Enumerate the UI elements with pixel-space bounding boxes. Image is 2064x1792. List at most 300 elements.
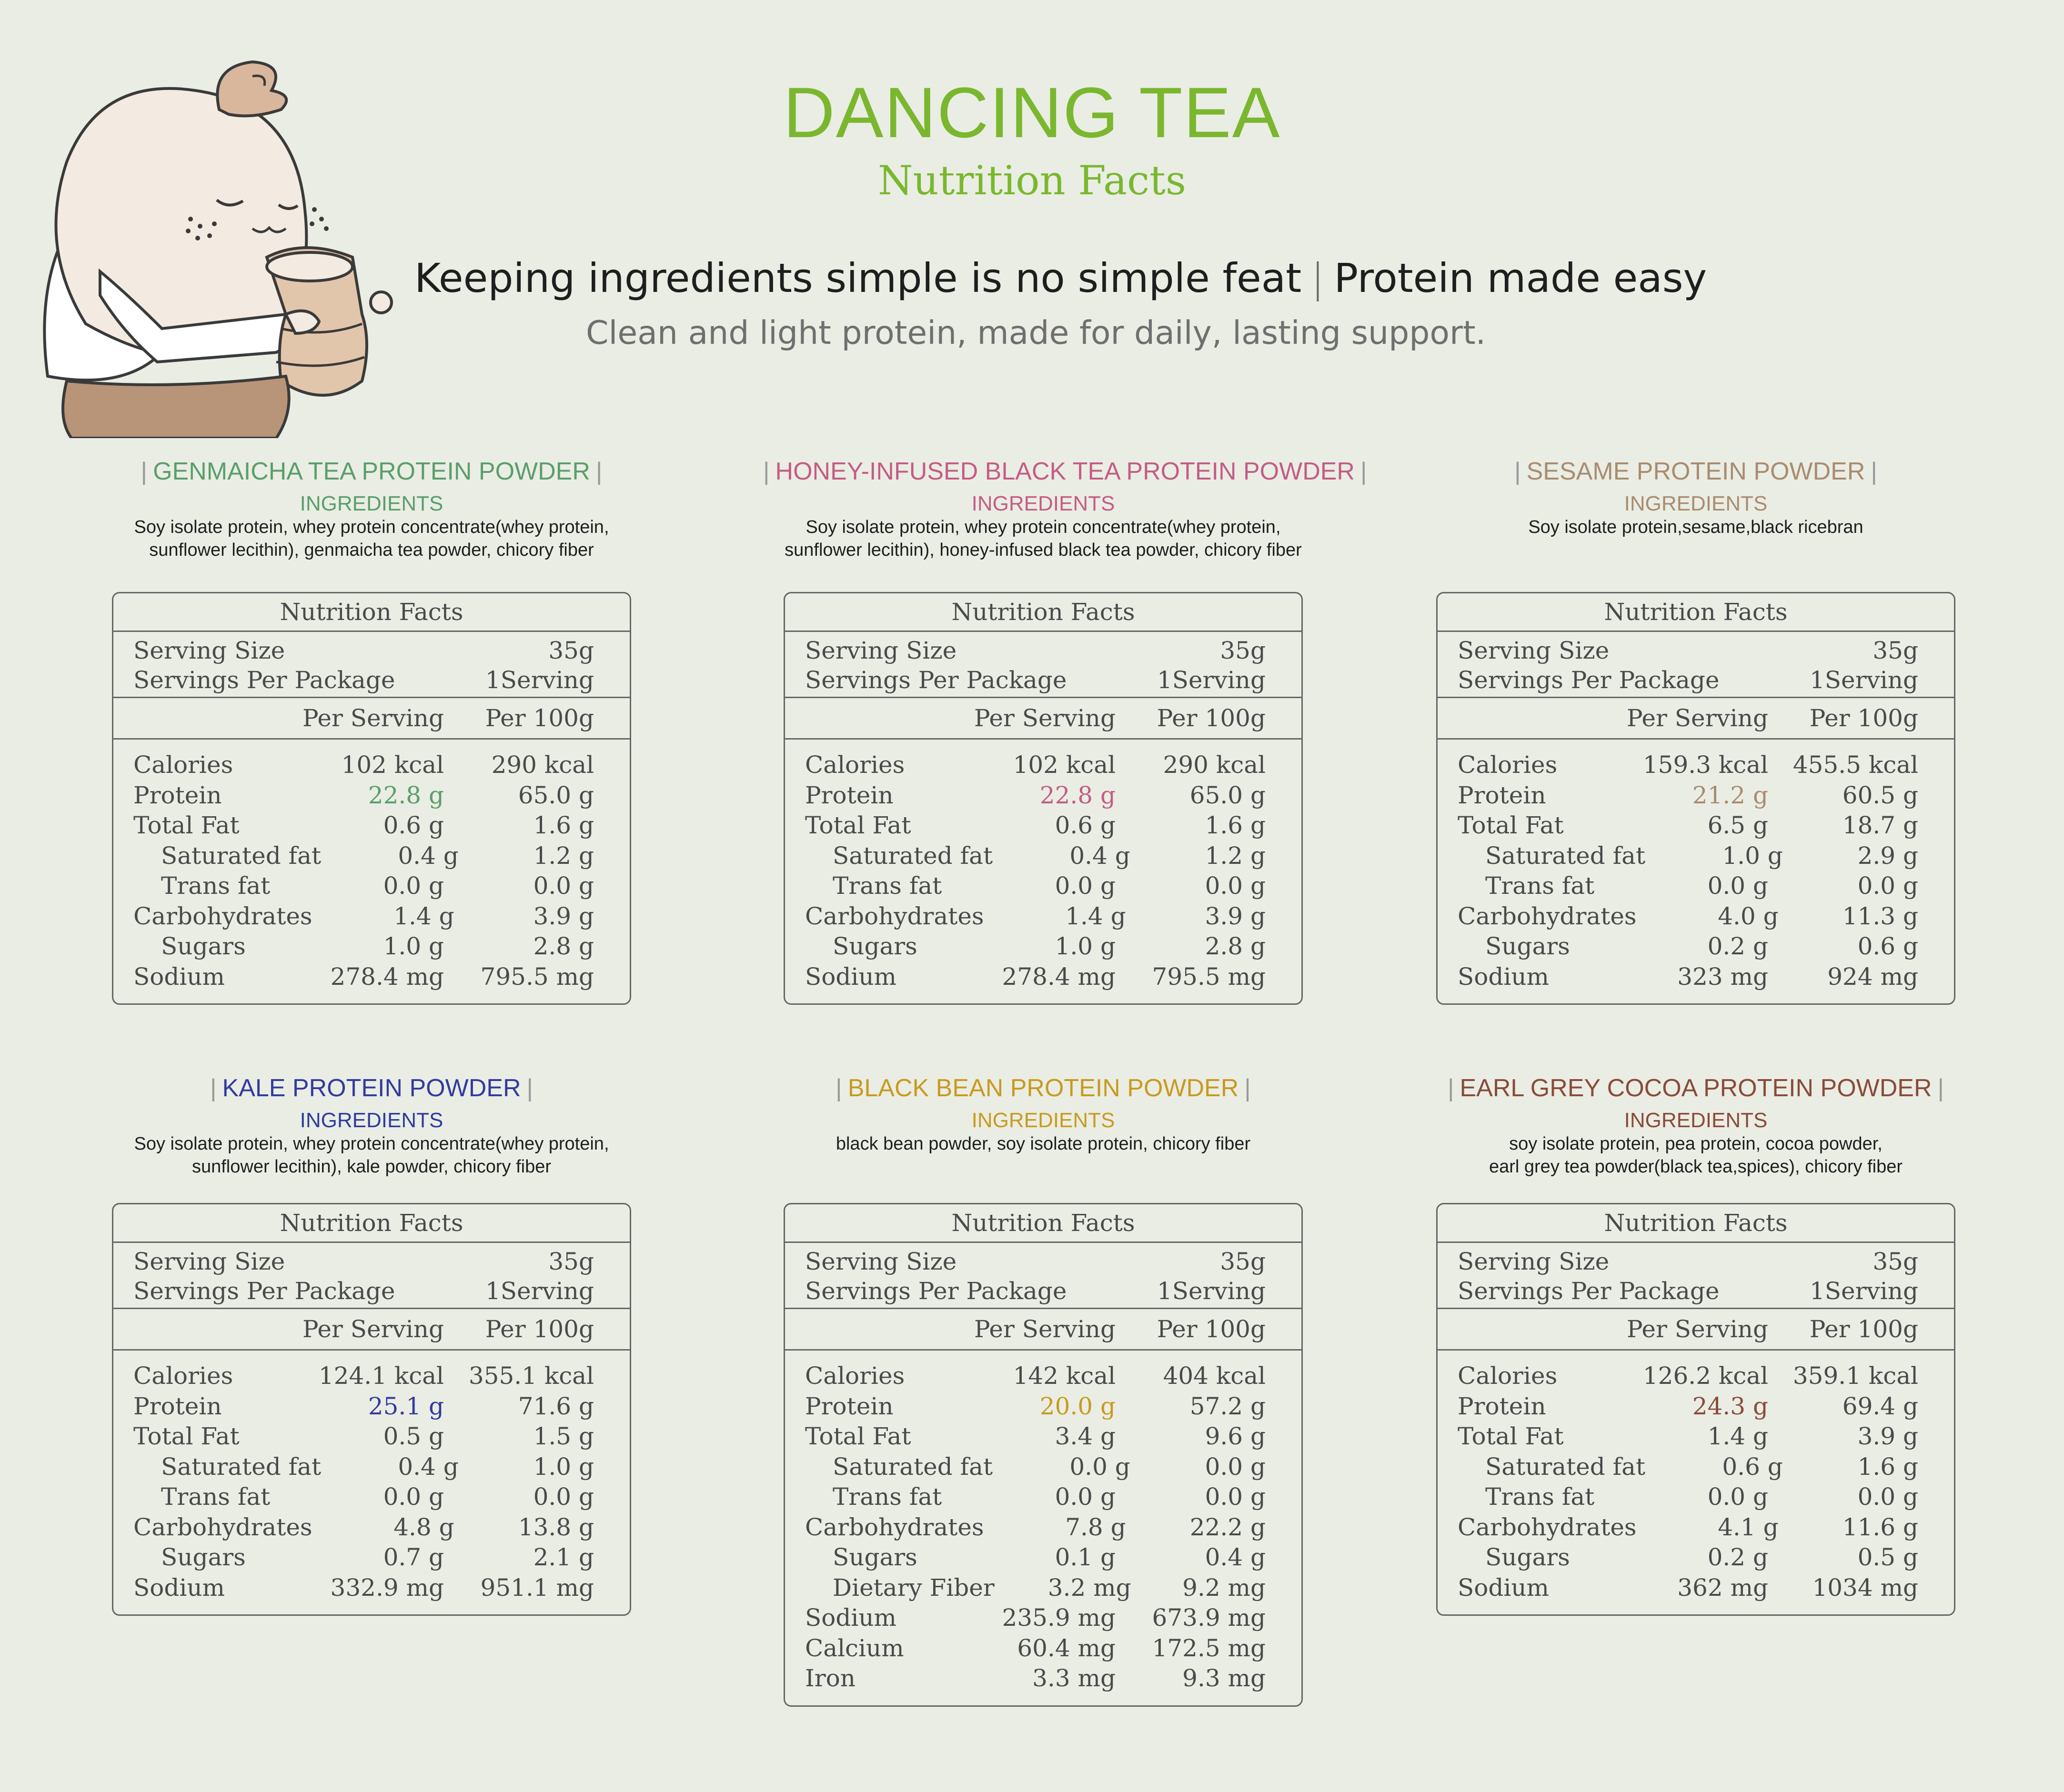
nutrition-facts-heading: Nutrition Facts xyxy=(113,593,630,632)
nutrient-name: Carbohydrates xyxy=(805,1513,984,1541)
per-serving-header: Per Serving xyxy=(1627,1315,1768,1343)
per-serving-value: 4.1 g xyxy=(1718,1513,1779,1541)
serving-info xyxy=(113,1243,630,1309)
serving-size-value: 35g xyxy=(1220,637,1266,664)
nutrient-name: Saturated fat xyxy=(1485,1452,1646,1481)
per-serving-value: 102 kcal xyxy=(341,751,444,779)
serving-size-row xyxy=(133,1247,594,1276)
serving-size-value: 35g xyxy=(548,1248,594,1275)
table-row xyxy=(1458,1422,1918,1452)
per-serving-value: 6.5 g xyxy=(1707,811,1768,839)
per-serving-value: 20.0 g xyxy=(1039,1392,1116,1420)
per-serving-value: 0.0 g xyxy=(1707,1483,1768,1511)
serving-size-row xyxy=(1458,1247,1918,1276)
table-row xyxy=(133,1422,594,1452)
per-100g-value: 9.6 g xyxy=(1205,1422,1266,1450)
per-serving-value: 0.6 g xyxy=(1055,811,1116,839)
nutrient-name: Sodium xyxy=(805,1604,896,1632)
table-row xyxy=(133,750,594,781)
nutrient-name: Protein xyxy=(805,1392,894,1420)
nutrient-name: Saturated fat xyxy=(833,1452,993,1481)
servings-per-package-row xyxy=(133,1276,594,1306)
per-100g-value: 2.8 g xyxy=(1205,932,1266,960)
nutrition-facts-table xyxy=(784,1203,1303,1707)
per-serving-value: 235.9 mg xyxy=(1002,1604,1116,1632)
per-serving-value: 126.2 kcal xyxy=(1642,1362,1768,1390)
per-serving-value: 1.0 g xyxy=(1055,932,1116,960)
serving-size-label: Serving Size xyxy=(805,637,957,664)
per-serving-value: 0.4 g xyxy=(398,1452,459,1481)
table-row xyxy=(1458,1392,1918,1422)
nutrition-facts-table xyxy=(784,592,1303,1005)
per-serving-value: 0.0 g xyxy=(1707,872,1768,900)
serving-size-row xyxy=(805,636,1266,665)
per-serving-value: 362 mg xyxy=(1677,1573,1768,1602)
per-100g-value: 1.6 g xyxy=(533,811,594,839)
table-row xyxy=(805,901,1266,932)
nutrient-rows xyxy=(785,740,1301,1003)
servings-per-package-row xyxy=(1458,1276,1918,1306)
servings-per-package-row xyxy=(133,665,594,695)
per-serving-value: 22.8 g xyxy=(1039,781,1116,809)
per-100g-value: 3.9 g xyxy=(533,902,594,930)
per-serving-value: 0.0 g xyxy=(1055,1483,1116,1511)
nutrient-name: Total Fat xyxy=(133,1422,240,1450)
page-subtitle: Nutrition Facts xyxy=(878,157,1186,204)
servings-per-package-value: 1Serving xyxy=(1809,1277,1918,1305)
per-100g-value: 0.5 g xyxy=(1857,1543,1918,1571)
per-100g-value: 57.2 g xyxy=(1189,1392,1266,1420)
serving-info xyxy=(785,1243,1301,1309)
nutrient-name: Calcium xyxy=(805,1634,904,1662)
per-100g-value: 2.1 g xyxy=(533,1543,594,1571)
table-row xyxy=(133,1542,594,1573)
product-section xyxy=(757,1071,1329,1178)
serving-size-value: 35g xyxy=(1220,1248,1266,1275)
title-bar: | xyxy=(526,1074,534,1102)
tagline-right: Protein made easy xyxy=(1334,255,1707,301)
table-row xyxy=(1458,1573,1918,1603)
table-row xyxy=(133,1512,594,1543)
nutrient-name: Trans fat xyxy=(833,872,942,900)
per-100g-value: 0.4 g xyxy=(1205,1543,1266,1571)
nutrition-facts-heading: Nutrition Facts xyxy=(1438,1204,1954,1243)
nutrient-name: Trans fat xyxy=(1485,872,1595,900)
serving-size-value: 35g xyxy=(1873,1248,1918,1275)
nutrient-name: Dietary Fiber xyxy=(833,1573,995,1602)
nutrition-facts-table xyxy=(1436,592,1955,1005)
per-100g-value: 0.0 g xyxy=(1857,1483,1918,1511)
per-serving-value: 278.4 mg xyxy=(330,962,444,991)
per-100g-value: 65.0 g xyxy=(1189,781,1266,809)
title-bar: | xyxy=(763,458,770,485)
product-title xyxy=(86,455,657,488)
nutrient-rows xyxy=(1438,1351,1954,1614)
per-100g-header: Per 100g xyxy=(485,1315,594,1343)
product-name: SESAME PROTEIN POWDER xyxy=(1526,458,1865,485)
per-serving-value: 0.7 g xyxy=(383,1543,444,1571)
per-100g-value: 71.6 g xyxy=(518,1392,594,1420)
serving-size-value: 35g xyxy=(548,637,594,664)
product-section xyxy=(86,455,657,561)
nutrient-name: Sodium xyxy=(1458,962,1549,991)
per-serving-value: 0.0 g xyxy=(383,1483,444,1511)
per-100g-value: 11.6 g xyxy=(1842,1513,1918,1541)
title-bar: | xyxy=(1514,458,1521,485)
subtagline: Clean and light protein, made for daily, lasting support. xyxy=(586,314,1486,352)
nutrient-name: Total Fat xyxy=(805,811,911,839)
per-100g-value: 18.7 g xyxy=(1842,811,1918,839)
per-100g-value: 69.4 g xyxy=(1842,1392,1918,1420)
product-name: HONEY-INFUSED BLACK TEA PROTEIN POWDER xyxy=(775,458,1355,485)
per-100g-value: 60.5 g xyxy=(1842,781,1918,809)
per-serving-header: Per Serving xyxy=(974,704,1116,732)
per-100g-value: 404 kcal xyxy=(1163,1362,1266,1390)
nutrient-name: Saturated fat xyxy=(1485,841,1646,870)
per-serving-value: 0.0 g xyxy=(383,872,444,900)
per-serving-value: 0.4 g xyxy=(398,841,459,870)
table-row xyxy=(133,781,594,811)
servings-per-package-row xyxy=(805,665,1266,695)
per-100g-value: 0.0 g xyxy=(1857,872,1918,900)
per-serving-value: 4.8 g xyxy=(393,1513,454,1541)
serving-info xyxy=(785,632,1301,698)
table-row xyxy=(805,1482,1266,1512)
nutrient-name: Protein xyxy=(133,1392,222,1420)
table-row xyxy=(805,1361,1266,1392)
per-100g-value: 9.2 mg xyxy=(1182,1573,1266,1602)
column-headers xyxy=(113,698,630,740)
table-row xyxy=(133,1392,594,1422)
ingredients-label: INGREDIENTS xyxy=(971,1109,1115,1132)
per-100g-value: 795.5 mg xyxy=(480,962,594,991)
nutrient-name: Protein xyxy=(133,781,222,809)
title-bar: | xyxy=(836,1074,842,1102)
nutrient-name: Trans fat xyxy=(161,872,271,900)
nutrient-name: Sodium xyxy=(133,962,225,991)
table-row xyxy=(133,931,594,962)
per-serving-value: 21.2 g xyxy=(1692,781,1768,809)
per-serving-value: 7.8 g xyxy=(1065,1513,1126,1541)
nutrient-name: Saturated fat xyxy=(833,841,993,870)
table-row xyxy=(1458,811,1918,841)
table-row xyxy=(1458,1512,1918,1543)
table-row xyxy=(133,811,594,841)
per-serving-value: 3.2 mg xyxy=(1047,1573,1131,1602)
per-100g-value: 795.5 mg xyxy=(1152,962,1266,991)
per-serving-value: 159.3 kcal xyxy=(1642,751,1768,779)
nutrient-name: Saturated fat xyxy=(161,1452,322,1481)
title-bar: | xyxy=(210,1074,217,1102)
ingredients-text: black bean powder, soy isolate protein, chicory fiber xyxy=(836,1134,1251,1154)
per-serving-header: Per Serving xyxy=(302,1315,444,1343)
per-100g-header: Per 100g xyxy=(485,704,594,732)
per-100g-value: 359.1 kcal xyxy=(1792,1362,1918,1390)
per-serving-value: 1.4 g xyxy=(393,902,454,930)
serving-size-label: Serving Size xyxy=(805,1248,957,1275)
servings-per-package-label: Servings Per Package xyxy=(1458,666,1720,694)
tagline-left: Keeping ingredients simple is no simple feat xyxy=(414,255,1302,301)
product-section xyxy=(757,455,1367,561)
nutrient-name: Total Fat xyxy=(1458,811,1564,839)
nutrient-name: Calories xyxy=(805,751,905,779)
column-headers xyxy=(785,1309,1301,1351)
nutrient-name: Iron xyxy=(805,1664,856,1692)
per-100g-value: 1034 mg xyxy=(1812,1573,1918,1602)
title-bar: | xyxy=(1447,1074,1454,1102)
servings-per-package-value: 1Serving xyxy=(485,1277,594,1305)
nutrient-name: Calories xyxy=(805,1362,905,1390)
table-row xyxy=(805,1392,1266,1422)
product-title xyxy=(86,1071,657,1105)
nutrient-name: Protein xyxy=(1458,1392,1546,1420)
nutrient-name: Sodium xyxy=(1458,1573,1549,1602)
nutrient-name: Calories xyxy=(1458,1362,1558,1390)
nutrient-name: Sugars xyxy=(161,1543,246,1571)
nutrient-name: Total Fat xyxy=(805,1422,911,1450)
product-section xyxy=(86,1071,657,1178)
per-100g-value: 2.9 g xyxy=(1857,841,1918,870)
per-100g-value: 673.9 mg xyxy=(1152,1604,1266,1632)
ingredients-text: Soy isolate protein, whey protein concentrate(whey protein, sunflower lecithin), genmaicha tea powder, chicory fiber xyxy=(134,517,609,560)
title-bar: | xyxy=(1360,458,1367,485)
per-100g-value: 951.1 mg xyxy=(480,1573,594,1602)
per-serving-value: 0.5 g xyxy=(383,1422,444,1450)
per-serving-value: 332.9 mg xyxy=(330,1573,444,1602)
per-serving-header: Per Serving xyxy=(1627,704,1768,732)
nutrient-name: Trans fat xyxy=(1485,1483,1595,1511)
servings-per-package-value: 1Serving xyxy=(485,666,594,694)
per-serving-value: 0.2 g xyxy=(1707,1543,1768,1571)
per-100g-value: 65.0 g xyxy=(518,781,594,809)
nutrient-name: Trans fat xyxy=(833,1483,942,1511)
servings-per-package-label: Servings Per Package xyxy=(133,666,395,694)
serving-size-label: Serving Size xyxy=(1458,637,1610,664)
per-serving-value: 3.4 g xyxy=(1055,1422,1116,1450)
per-100g-value: 1.2 g xyxy=(1205,841,1266,870)
servings-per-package-value: 1Serving xyxy=(1157,1277,1266,1305)
per-serving-header: Per Serving xyxy=(974,1315,1116,1343)
per-100g-value: 0.0 g xyxy=(1205,1452,1266,1481)
per-100g-value: 0.6 g xyxy=(1857,932,1918,960)
ingredients-text: Soy isolate protein, whey protein concentrate(whey protein, sunflower lecithin), honey-infused black tea powder, chicory fiber xyxy=(785,517,1302,560)
per-100g-value: 455.5 kcal xyxy=(1792,751,1918,779)
table-row xyxy=(133,1361,594,1392)
ingredients-text: Soy isolate protein,sesame,black ricebran xyxy=(1528,517,1863,537)
servings-per-package-row xyxy=(805,1276,1266,1306)
nutrient-name: Sugars xyxy=(161,932,246,960)
title-bar: | xyxy=(1937,1074,1944,1102)
product-name: EARL GREY COCOA PROTEIN POWDER xyxy=(1460,1074,1932,1102)
nutrient-rows xyxy=(113,1351,630,1614)
ingredients-label: INGREDIENTS xyxy=(300,492,443,515)
product-title xyxy=(757,455,1367,488)
nutrient-name: Carbohydrates xyxy=(133,902,312,930)
per-100g-value: 3.9 g xyxy=(1857,1422,1918,1450)
product-title xyxy=(1410,1071,1982,1105)
table-row xyxy=(805,962,1266,992)
nutrition-facts-table xyxy=(1436,1203,1955,1616)
table-row xyxy=(805,841,1266,871)
servings-per-package-label: Servings Per Package xyxy=(805,1277,1067,1305)
per-100g-value: 22.2 g xyxy=(1189,1513,1266,1541)
table-row xyxy=(805,750,1266,781)
per-100g-value: 0.0 g xyxy=(1205,1483,1266,1511)
table-row xyxy=(805,1542,1266,1573)
title-bar: | xyxy=(1244,1074,1251,1102)
table-row xyxy=(805,781,1266,811)
serving-size-row xyxy=(1458,636,1918,665)
nutrient-name: Calories xyxy=(133,1362,233,1390)
table-row xyxy=(805,931,1266,962)
per-100g-value: 1.2 g xyxy=(533,841,594,870)
serving-size-label: Serving Size xyxy=(133,1248,285,1275)
table-row xyxy=(805,1603,1266,1633)
per-serving-value: 60.4 mg xyxy=(1017,1634,1116,1662)
table-row xyxy=(805,1512,1266,1543)
table-row xyxy=(133,901,594,932)
nutrition-facts-table xyxy=(112,1203,631,1616)
ingredients-text: Soy isolate protein, whey protein concentrate(whey protein, sunflower lecithin), kale powder, chicory fiber xyxy=(134,1134,609,1177)
per-100g-value: 1.0 g xyxy=(533,1452,594,1481)
per-100g-value: 1.6 g xyxy=(1205,811,1266,839)
product-section xyxy=(1410,1071,1982,1178)
serving-size-value: 35g xyxy=(1873,637,1918,664)
per-serving-value: 0.2 g xyxy=(1707,932,1768,960)
nutrient-rows xyxy=(113,740,630,1003)
per-serving-value: 278.4 mg xyxy=(1002,962,1116,991)
serving-size-row xyxy=(133,636,594,665)
per-100g-value: 290 kcal xyxy=(1163,751,1266,779)
column-headers xyxy=(113,1309,630,1351)
table-row xyxy=(1458,1361,1918,1392)
nutrient-name: Sodium xyxy=(133,1573,225,1602)
table-row xyxy=(1458,750,1918,781)
per-serving-value: 1.4 g xyxy=(1707,1422,1768,1450)
per-serving-value: 0.1 g xyxy=(1055,1543,1116,1571)
nutrient-name: Carbohydrates xyxy=(1458,1513,1637,1541)
table-row xyxy=(1458,781,1918,811)
product-name: BLACK BEAN PROTEIN POWDER xyxy=(847,1074,1239,1102)
per-100g-value: 11.3 g xyxy=(1842,902,1918,930)
table-row xyxy=(805,1573,1266,1603)
servings-per-package-label: Servings Per Package xyxy=(1458,1277,1720,1305)
column-headers xyxy=(785,698,1301,740)
column-headers xyxy=(1438,1309,1954,1351)
per-serving-value: 102 kcal xyxy=(1013,751,1116,779)
product-title xyxy=(1410,455,1982,488)
table-row xyxy=(133,1573,594,1603)
nutrient-rows xyxy=(1438,740,1954,1003)
per-100g-value: 290 kcal xyxy=(491,751,594,779)
column-headers xyxy=(1438,698,1954,740)
table-row xyxy=(133,871,594,901)
nutrient-name: Sugars xyxy=(1485,1543,1570,1571)
table-row xyxy=(1458,841,1918,871)
nutrition-facts-table xyxy=(112,592,631,1005)
per-100g-value: 1.5 g xyxy=(533,1422,594,1450)
per-100g-value: 0.0 g xyxy=(533,1483,594,1511)
per-serving-value: 3.3 mg xyxy=(1032,1664,1116,1692)
nutrient-name: Total Fat xyxy=(133,811,240,839)
table-row xyxy=(133,1482,594,1512)
ingredients-label: INGREDIENTS xyxy=(1624,492,1768,515)
servings-per-package-value: 1Serving xyxy=(1809,666,1918,694)
table-row xyxy=(805,1663,1266,1694)
table-row xyxy=(805,1633,1266,1664)
table-row xyxy=(805,1422,1266,1452)
per-100g-header: Per 100g xyxy=(1809,704,1918,732)
servings-per-package-row xyxy=(1458,665,1918,695)
serving-size-row xyxy=(805,1247,1266,1276)
per-serving-value: 142 kcal xyxy=(1013,1362,1116,1390)
per-serving-value: 1.0 g xyxy=(1722,841,1783,870)
nutrient-name: Carbohydrates xyxy=(1458,902,1637,930)
nutrient-name: Sodium xyxy=(805,962,896,991)
table-row xyxy=(1458,871,1918,901)
table-row xyxy=(1458,1452,1918,1482)
per-100g-value: 355.1 kcal xyxy=(468,1362,594,1390)
table-row xyxy=(1458,962,1918,992)
table-row xyxy=(1458,1482,1918,1512)
per-serving-value: 323 mg xyxy=(1677,962,1768,991)
nutrient-name: Calories xyxy=(1458,751,1558,779)
product-title xyxy=(757,1071,1329,1105)
nutrient-name: Sugars xyxy=(1485,932,1570,960)
per-serving-value: 0.6 g xyxy=(383,811,444,839)
nutrient-rows xyxy=(785,1351,1301,1705)
per-serving-value: 4.0 g xyxy=(1718,902,1779,930)
title-bar: | xyxy=(1871,458,1877,485)
serving-info xyxy=(113,632,630,698)
per-100g-value: 2.8 g xyxy=(533,932,594,960)
product-name: KALE PROTEIN POWDER xyxy=(222,1074,521,1102)
per-serving-value: 1.0 g xyxy=(383,932,444,960)
nutrient-name: Carbohydrates xyxy=(133,1513,312,1541)
per-100g-header: Per 100g xyxy=(1157,1315,1266,1343)
table-row xyxy=(133,962,594,992)
nutrient-name: Sugars xyxy=(833,1543,917,1571)
table-row xyxy=(133,1452,594,1482)
per-100g-value: 1.6 g xyxy=(1857,1452,1918,1481)
table-row xyxy=(1458,931,1918,962)
nutrient-name: Trans fat xyxy=(161,1483,271,1511)
ingredients-label: INGREDIENTS xyxy=(971,492,1115,515)
per-100g-value: 924 mg xyxy=(1827,962,1918,991)
ingredients-label: INGREDIENTS xyxy=(1624,1109,1768,1132)
per-100g-value: 3.9 g xyxy=(1205,902,1266,930)
tagline-separator: | xyxy=(1311,255,1325,301)
nutrient-name: Carbohydrates xyxy=(805,902,984,930)
brand-title: DANCING TEA xyxy=(783,72,1281,152)
per-serving-value: 24.3 g xyxy=(1692,1392,1768,1420)
per-serving-value: 0.0 g xyxy=(1069,1452,1130,1481)
serving-size-label: Serving Size xyxy=(1458,1248,1610,1275)
table-row xyxy=(133,841,594,871)
servings-per-package-label: Servings Per Package xyxy=(133,1277,395,1305)
title-bar: | xyxy=(595,458,603,485)
nutrient-name: Sugars xyxy=(833,932,917,960)
nutrition-facts-heading: Nutrition Facts xyxy=(785,1204,1301,1243)
nutrient-name: Saturated fat xyxy=(161,841,322,870)
table-row xyxy=(805,811,1266,841)
per-serving-value: 25.1 g xyxy=(368,1392,444,1420)
table-row xyxy=(1458,1542,1918,1573)
product-name: GENMAICHA TEA PROTEIN POWDER xyxy=(153,458,590,485)
table-row xyxy=(1458,901,1918,932)
per-100g-value: 9.3 mg xyxy=(1182,1664,1266,1692)
per-100g-value: 0.0 g xyxy=(1205,872,1266,900)
